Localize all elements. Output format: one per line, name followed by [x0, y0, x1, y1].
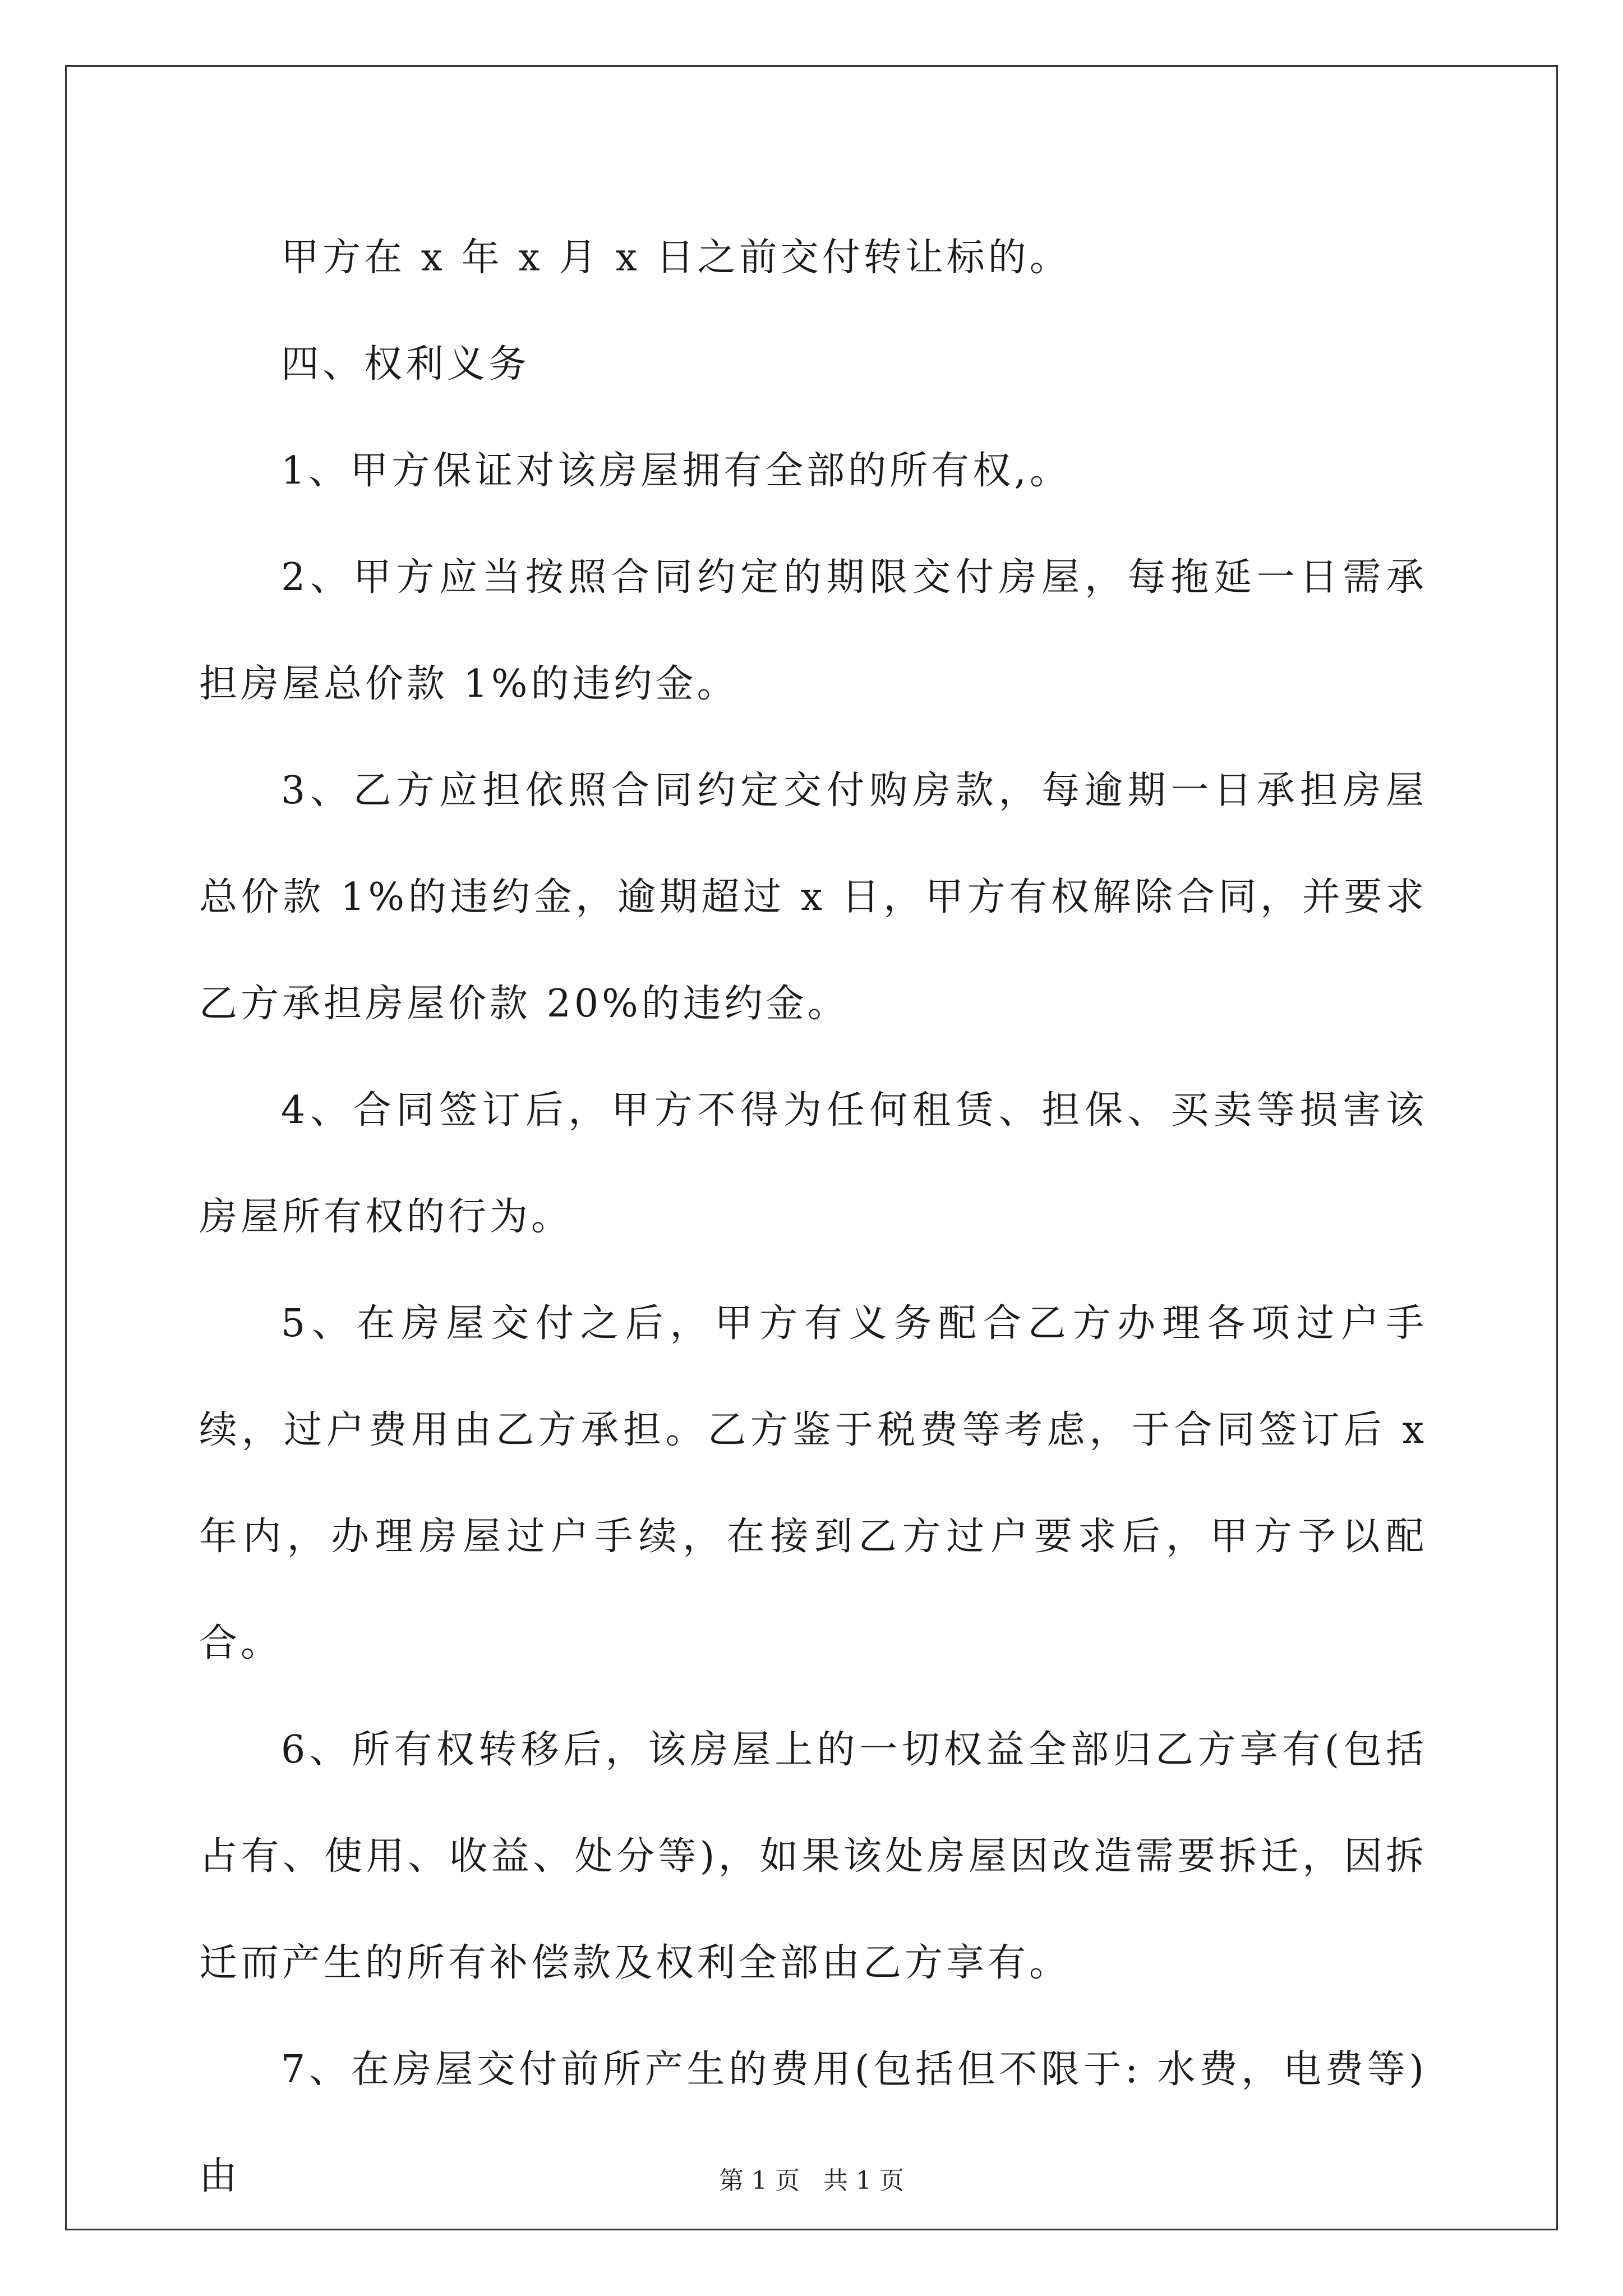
- clause-5: 5、在房屋交付之后，甲方有义务配合乙方办理各项过户手续，过户费用由乙方承担。乙方鉴于税费等考虑，于合同签订后 x 年内，办理房屋过户手续，在接到乙方过户要求后，甲方予以配合。: [199, 1301, 1427, 1665]
- clause-3: 3、乙方应担依照合同约定交付购房款，每逾期一日承担房屋总价款 1%的违约金，逾期超过 x 日，甲方有权解除合同，并要求乙方承担房屋价款 20%的违约金。: [199, 769, 1427, 1026]
- clause-7: 7、在房屋交付前所产生的费用(包括但不限于: 水费，电费等)由: [199, 2047, 1427, 2198]
- clause-6: 6、所有权转移后，该房屋上的一切权益全部归乙方享有(包括占有、使用、收益、处分等)，如果该处房屋因改造需要拆迁，因拆迁而产生的所有补偿款及权利全部由乙方享有。: [199, 1728, 1427, 1985]
- paragraph-delivery-date: 甲方在 x 年 x 月 x 日之前交付转让标的。: [281, 236, 1071, 280]
- document-body: [199, 205, 1427, 2230]
- clause-4: 4、合同签订后，甲方不得为任何租赁、担保、买卖等损害该房屋所有权的行为。: [199, 1088, 1427, 1239]
- page-footer: 第 1 页 共 1 页: [719, 2166, 904, 2195]
- clause-1: 1、甲方保证对该房屋拥有全部的所有权,。: [281, 449, 1071, 493]
- section-heading-rights-obligations: 四、权利义务: [281, 342, 531, 386]
- clause-2: 2、甲方应当按照合同约定的期限交付房屋，每拖延一日需承担房屋总价款 1%的违约金。: [199, 555, 1427, 706]
